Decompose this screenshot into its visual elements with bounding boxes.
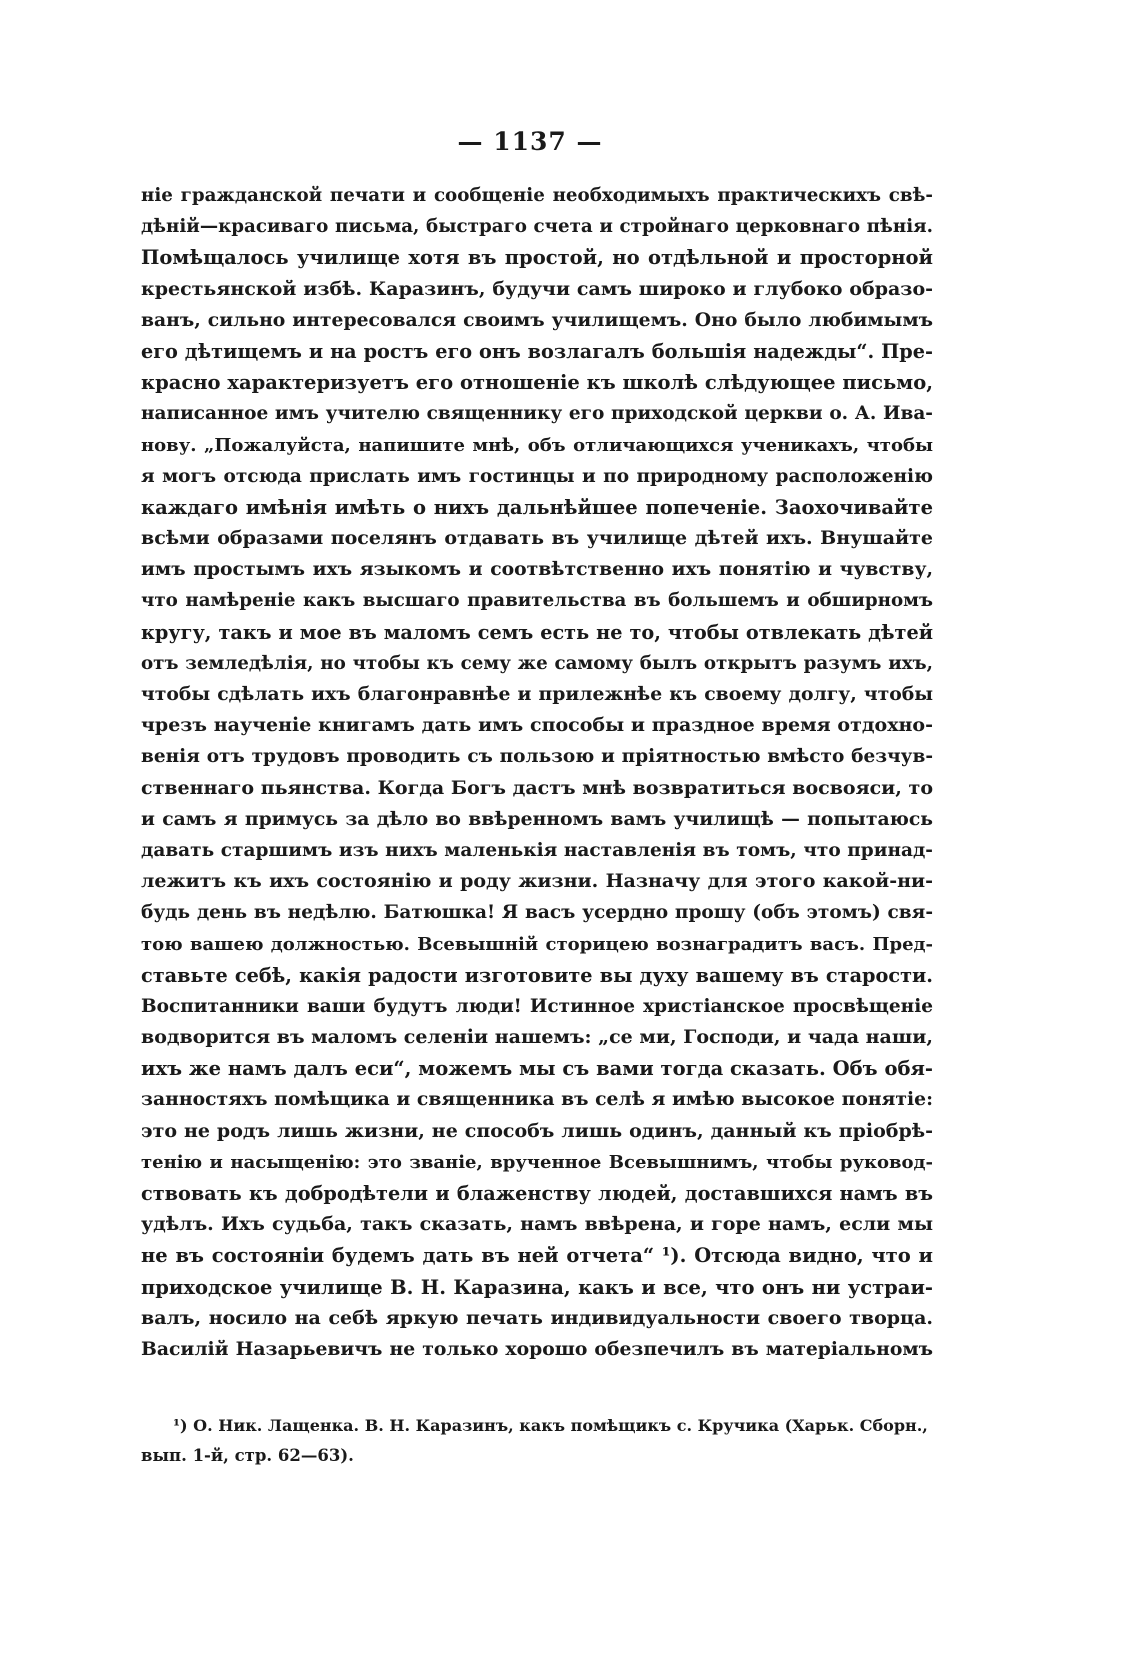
text-line: я могъ отсюда прислать имъ гостинцы и по природному расположенію [141, 465, 933, 487]
text-line: всѣми образами поселянъ отдавать въ училище дѣтей ихъ. Внушайте [141, 527, 933, 550]
text-line: красно характеризуетъ его отношеніе къ школѣ слѣдующее письмо, [141, 371, 933, 395]
text-line: имъ простымъ ихъ языкомъ и соотвѣтственно ихъ понятію и чувству, [141, 558, 933, 581]
footnote [141, 1411, 933, 1471]
text-line: ствовать къ добродѣтели и блаженству людей, доставшихся намъ въ [141, 1182, 933, 1205]
text-line: Воспитанники ваши будутъ люди! Истинное христіанское просвѣщеніе [141, 995, 933, 1017]
text-line: лежитъ къ ихъ состоянію и роду жизни. Назначу для этого какой-ни- [141, 870, 933, 893]
footnote-line: вып. 1-й, стр. 62—63). [141, 1446, 354, 1465]
text-line: отъ земледѣлія, но чтобы къ сему же самому былъ открытъ разумъ ихъ, [141, 652, 933, 674]
text-line: валъ, носило на себѣ яркую печать индивидуальности своего творца. [141, 1306, 933, 1329]
text-line: ванъ, сильно интересовался своимъ училищемъ. Оно было любимымъ [141, 308, 933, 331]
body-text [141, 180, 933, 1365]
text-line: каждаго имѣнія имѣть о нихъ дальнѣйшее попеченіе. Заохочивайте [141, 495, 933, 519]
footnote-line: ¹) О. Ник. Лащенка. В. Н. Каразинъ, какъ помѣщикъ с. Кручика (Харьк. Сборн., [173, 1416, 928, 1435]
text-line: что намѣреніе какъ высшаго правительства въ большемъ и обширномъ [141, 590, 933, 612]
text-line: занностяхъ помѣщика и священника въ селѣ я имѣю высокое понятіе: [141, 1088, 933, 1111]
text-line: нову. „Пожалуйста, напишите мнѣ, объ отличающихся ученикахъ, чтобы [141, 434, 933, 456]
text-line: будь день въ недѣлю. Батюшка! Я васъ усердно прошу (объ этомъ) свя- [141, 902, 933, 924]
text-line: чрезъ наученіе книгамъ дать имъ способы и праздное время отдохно- [141, 714, 933, 737]
text-line: тенію и насыщенію: это званіе, врученное Всевышнимъ, чтобы руковод- [141, 1151, 933, 1173]
text-line: Василій Назарьевичъ не только хорошо обезпечилъ въ матеріальномъ [141, 1337, 933, 1360]
text-line: кругу, такъ и мое въ маломъ семъ есть не то, чтобы отвлекать дѣтей [141, 620, 933, 644]
text-line: венія отъ трудовъ проводить съ пользою и пріятностью вмѣсто безчув- [141, 746, 933, 768]
text-line: его дѣтищемъ и на ростъ его онъ возлагалъ большія надежды“. Пре- [141, 339, 933, 363]
text-line: давать старшимъ изъ нихъ маленькія наставленія въ томъ, что принад- [141, 839, 933, 861]
text-line: и самъ я примусь за дѣло во ввѣренномъ вамъ училищѣ — попытаюсь [141, 807, 933, 830]
text-line: чтобы сдѣлать ихъ благонравнѣе и прилежнѣе къ своему долгу, чтобы [141, 683, 933, 705]
text-line: ихъ же намъ далъ еси“, можемъ мы съ вами тогда сказать. Объ обя- [141, 1057, 933, 1081]
text-line: приходское училище В. Н. Каразина, какъ и все, что онъ ни устраи- [141, 1275, 933, 1299]
text-line: водворится въ маломъ селеніи нашемъ: „се ми, Господи, и чада наши, [141, 1026, 933, 1049]
text-line: тою вашею должностью. Всевышній сторицею вознаградитъ васъ. Пред- [141, 933, 933, 955]
text-line: ставьте себѣ, какія радости изготовите вы духу вашему въ старости. [141, 963, 933, 987]
text-line: Помѣщалось училище хотя въ простой, но отдѣльной и просторной [141, 246, 933, 270]
text-line: написанное имъ учителю священнику его приходской церкви о. А. Ива- [141, 403, 933, 425]
text-line: дѣній—красиваго письма, быстраго счета и стройнаго церковнаго пѣнія. [141, 216, 933, 238]
text-line: ственнаго пьянства. Когда Богъ дастъ мнѣ возвратиться восвояси, то [141, 776, 933, 799]
text-line: ніе гражданской печати и сообщеніе необходимыхъ практическихъ свѣ- [141, 185, 933, 206]
text-line: это не родъ лишь жизни, не способъ лишь одинъ, данный къ пріобрѣ- [141, 1119, 933, 1142]
text-line: крестьянской избѣ. Каразинъ, будучи самъ широко и глубоко образо- [141, 277, 933, 300]
page-number: — 1137 — [457, 127, 603, 156]
text-line: не въ состояніи будемъ дать въ ней отчета“ ¹). Отсюда видно, что и [141, 1244, 933, 1268]
text-line: удѣлъ. Ихъ судьба, такъ сказать, намъ ввѣрена, и горе намъ, если мы [141, 1213, 933, 1236]
